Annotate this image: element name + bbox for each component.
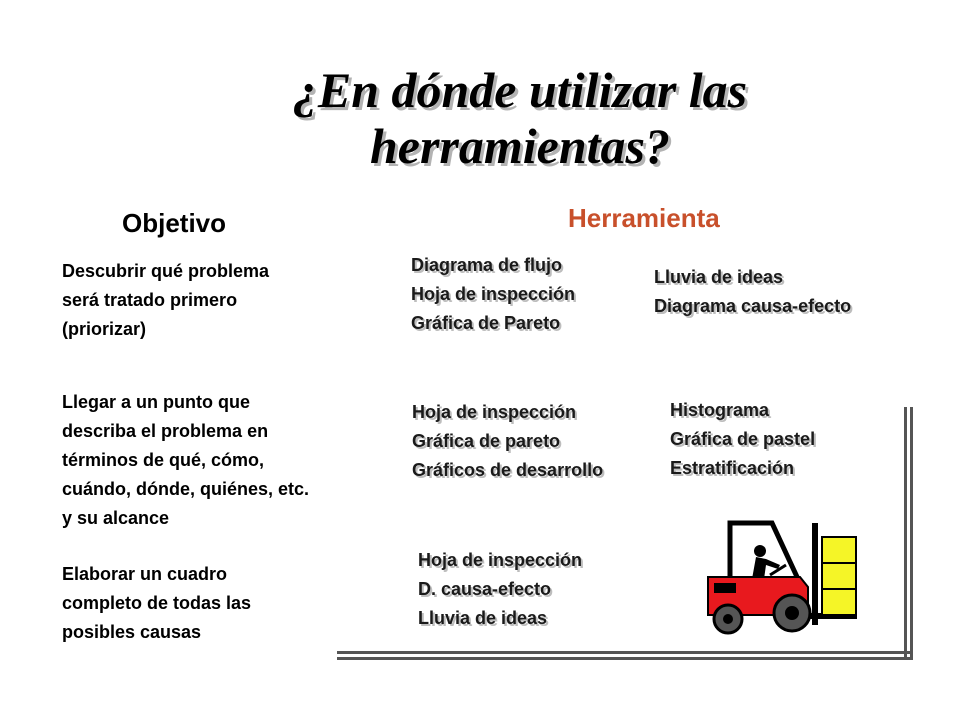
tool-list-3a	[418, 546, 582, 633]
objective-line: términos de qué, cómo,	[62, 450, 265, 470]
objective-text-1	[62, 257, 269, 344]
tool-list-2a	[412, 398, 603, 485]
title-line-1: ¿En dónde utilizar las	[292, 62, 748, 118]
tool-list-1b	[654, 263, 851, 321]
objective-line: (priorizar)	[62, 319, 147, 339]
tool-item: Lluvia de ideas	[654, 267, 784, 287]
objective-text-3	[62, 560, 251, 647]
page-title	[240, 62, 800, 174]
frame-vertical-line	[910, 407, 913, 659]
objective-line: Llegar a un punto que	[62, 392, 250, 412]
objective-line: será tratado primero	[62, 290, 238, 310]
tool-item: Hoja de inspección	[418, 550, 583, 570]
tool-item: Diagrama de flujo	[411, 255, 563, 275]
objective-line: describa el problema en	[62, 421, 269, 441]
tool-item: Histograma	[670, 400, 770, 420]
tool-item: Gráfica de pastel	[670, 429, 816, 449]
tool-item: Gráfica de Pareto	[411, 313, 561, 333]
tool-item: Diagrama causa-efecto	[654, 296, 852, 316]
objective-line: Elaborar un cuadro	[62, 564, 228, 584]
tool-item: Hoja de inspección	[411, 284, 576, 304]
tool-item: Gráfica de pareto	[412, 431, 561, 451]
tool-item: Lluvia de ideas	[418, 608, 548, 628]
frame-vertical-line	[904, 407, 907, 659]
objective-line: posibles causas	[62, 622, 202, 642]
objective-column-header: Objetivo	[122, 208, 227, 238]
objective-line: y su alcance	[62, 508, 170, 528]
objective-line: Descubrir qué problema	[62, 261, 270, 281]
objective-text-2	[62, 388, 309, 533]
tool-column-header: Herramienta	[568, 203, 720, 233]
tool-item: Estratificación	[670, 458, 795, 478]
tool-item: Gráficos de desarrollo	[412, 460, 604, 480]
tool-list-2b	[670, 396, 815, 483]
title-line-2: herramientas?	[369, 118, 671, 174]
tool-list-1a	[411, 251, 575, 338]
objective-line: cuándo, dónde, quiénes, etc.	[62, 479, 310, 499]
frame-horizontal-line	[337, 651, 913, 654]
frame-horizontal-line	[337, 657, 913, 660]
objective-line: completo de todas las	[62, 593, 252, 613]
tool-item: Hoja de inspección	[412, 402, 577, 422]
tool-item: D. causa-efecto	[418, 579, 552, 599]
forklift-icon	[700, 515, 865, 640]
